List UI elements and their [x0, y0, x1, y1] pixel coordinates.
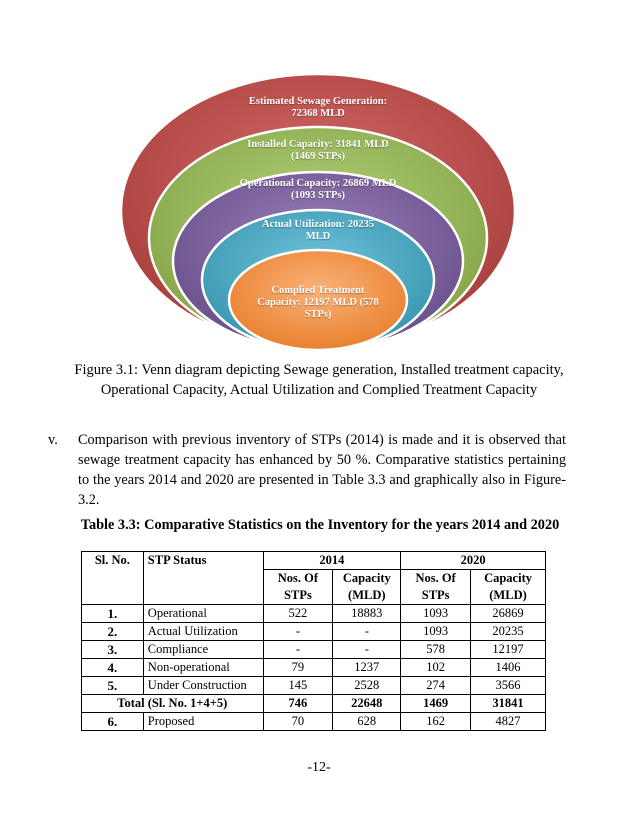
cell-capacity-2014: 22648: [333, 695, 401, 713]
subheader-nos-2020: [401, 570, 471, 605]
subheader-line: Capacity: [342, 571, 391, 585]
table-total-row: [82, 695, 546, 713]
venn-label-line: (1093 STPs): [291, 190, 345, 201]
cell-capacity-2014: -: [333, 641, 401, 659]
cell-status: Actual Utilization: [143, 623, 263, 641]
venn-label-line: Capacity: 12197 MLD (578: [257, 297, 379, 308]
table-row: [82, 605, 546, 623]
cell-nos-2014: 145: [263, 677, 333, 695]
figure-caption-line: Operational Capacity, Actual Utilization and Complied Treatment Capacity: [100, 382, 538, 398]
cell-status: Under Construction: [143, 677, 263, 695]
comparative-statistics-table: [81, 551, 546, 731]
cell-nos-2014: 79: [263, 659, 333, 677]
table-row: [82, 623, 546, 641]
venn-label-line: Complied Treatment: [271, 285, 365, 296]
cell-sl-no: 4.: [82, 659, 144, 677]
list-marker: v.: [48, 432, 58, 448]
venn-label-line: Operational Capacity: 26869 MLD: [239, 178, 397, 189]
figure-caption: [50, 360, 588, 400]
header-year-2014: 2014: [263, 552, 401, 570]
subheader-line: Nos. Of: [277, 571, 319, 585]
table-row: [82, 713, 546, 731]
cell-sl-no: 6.: [82, 713, 144, 731]
cell-nos-2020: 102: [401, 659, 471, 677]
cell-total-label: Total (Sl. No. 1+4+5): [82, 695, 264, 713]
subheader-line: Nos. Of: [415, 571, 456, 585]
cell-nos-2020: 1093: [401, 623, 471, 641]
cell-sl-no: 2.: [82, 623, 144, 641]
cell-nos-2020: 274: [401, 677, 471, 695]
subheader-line: (MLD): [489, 588, 527, 602]
venn-label-line: (1469 STPs): [291, 151, 345, 162]
cell-capacity-2020: 12197: [471, 641, 546, 659]
cell-nos-2020: 578: [401, 641, 471, 659]
cell-nos-2014: 522: [263, 605, 333, 623]
cell-status: Operational: [143, 605, 263, 623]
cell-nos-2014: 70: [263, 713, 333, 731]
cell-status: Compliance: [143, 641, 263, 659]
cell-capacity-2014: -: [333, 623, 401, 641]
table-title: Table 3.3: Comparative Statistics on the Inventory for the years 2014 and 2020: [80, 517, 560, 533]
venn-label-line: 72368 MLD: [291, 108, 345, 119]
cell-nos-2020: 1093: [401, 605, 471, 623]
page-number: -12-: [307, 760, 331, 775]
cell-sl-no: 3.: [82, 641, 144, 659]
subheader-capacity-2014: [333, 570, 401, 605]
cell-nos-2020: 162: [401, 713, 471, 731]
subheader-line: (MLD): [348, 588, 386, 602]
subheader-nos-2014: [263, 570, 333, 605]
cell-sl-no: 5.: [82, 677, 144, 695]
venn-label-complied-capacity: [248, 285, 388, 321]
venn-label-line: STPs): [304, 309, 332, 320]
cell-capacity-2020: 31841: [471, 695, 546, 713]
venn-label-line: MLD: [305, 231, 331, 242]
cell-nos-2014: 746: [263, 695, 333, 713]
venn-label-sewage-generation: [218, 96, 418, 120]
cell-capacity-2020: 3566: [471, 677, 546, 695]
body-paragraph: [48, 430, 566, 510]
cell-capacity-2014: 628: [333, 713, 401, 731]
cell-nos-2014: -: [263, 641, 333, 659]
header-sl-no: Sl. No.: [82, 552, 144, 605]
header-year-2020: 2020: [401, 552, 546, 570]
cell-status: Non-operational: [143, 659, 263, 677]
venn-label-operational-capacity: [218, 178, 418, 202]
venn-label-installed-capacity: [218, 139, 418, 163]
header-stp-status: STP Status: [143, 552, 263, 605]
subheader-capacity-2020: [471, 570, 546, 605]
table-row: [82, 641, 546, 659]
cell-capacity-2014: 2528: [333, 677, 401, 695]
cell-nos-2014: -: [263, 623, 333, 641]
subheader-line: STPs: [284, 588, 312, 602]
cell-capacity-2014: 1237: [333, 659, 401, 677]
cell-capacity-2020: 20235: [471, 623, 546, 641]
table-header-row: [82, 552, 546, 570]
cell-capacity-2020: 26869: [471, 605, 546, 623]
paragraph-text: Comparison with previous inventory of STPs (2014) is made and it is observed that sewage treatment capacity has enhanced by 50 %. Comparative statistics pertaining to the years 2014 and 2020 are presented in Table 3.3 and graphically also in Figure-3.2.: [78, 432, 566, 508]
cell-capacity-2020: 4827: [471, 713, 546, 731]
cell-capacity-2020: 1406: [471, 659, 546, 677]
table-row: [82, 677, 546, 695]
figure-caption-line: Figure 3.1: Venn diagram depicting Sewage generation, Installed treatment capacity,: [74, 362, 564, 378]
venn-label-actual-utilization: [228, 219, 408, 243]
subheader-line: Capacity: [484, 571, 532, 585]
cell-sl-no: 1.: [82, 605, 144, 623]
cell-capacity-2014: 18883: [333, 605, 401, 623]
cell-nos-2020: 1469: [401, 695, 471, 713]
subheader-line: STPs: [421, 588, 450, 602]
venn-label-line: Installed Capacity: 31841 MLD: [247, 139, 389, 150]
venn-label-line: Actual Utilization: 20235: [262, 219, 374, 230]
table-row: [82, 659, 546, 677]
cell-status: Proposed: [143, 713, 263, 731]
venn-label-line: Estimated Sewage Generation:: [248, 96, 388, 107]
